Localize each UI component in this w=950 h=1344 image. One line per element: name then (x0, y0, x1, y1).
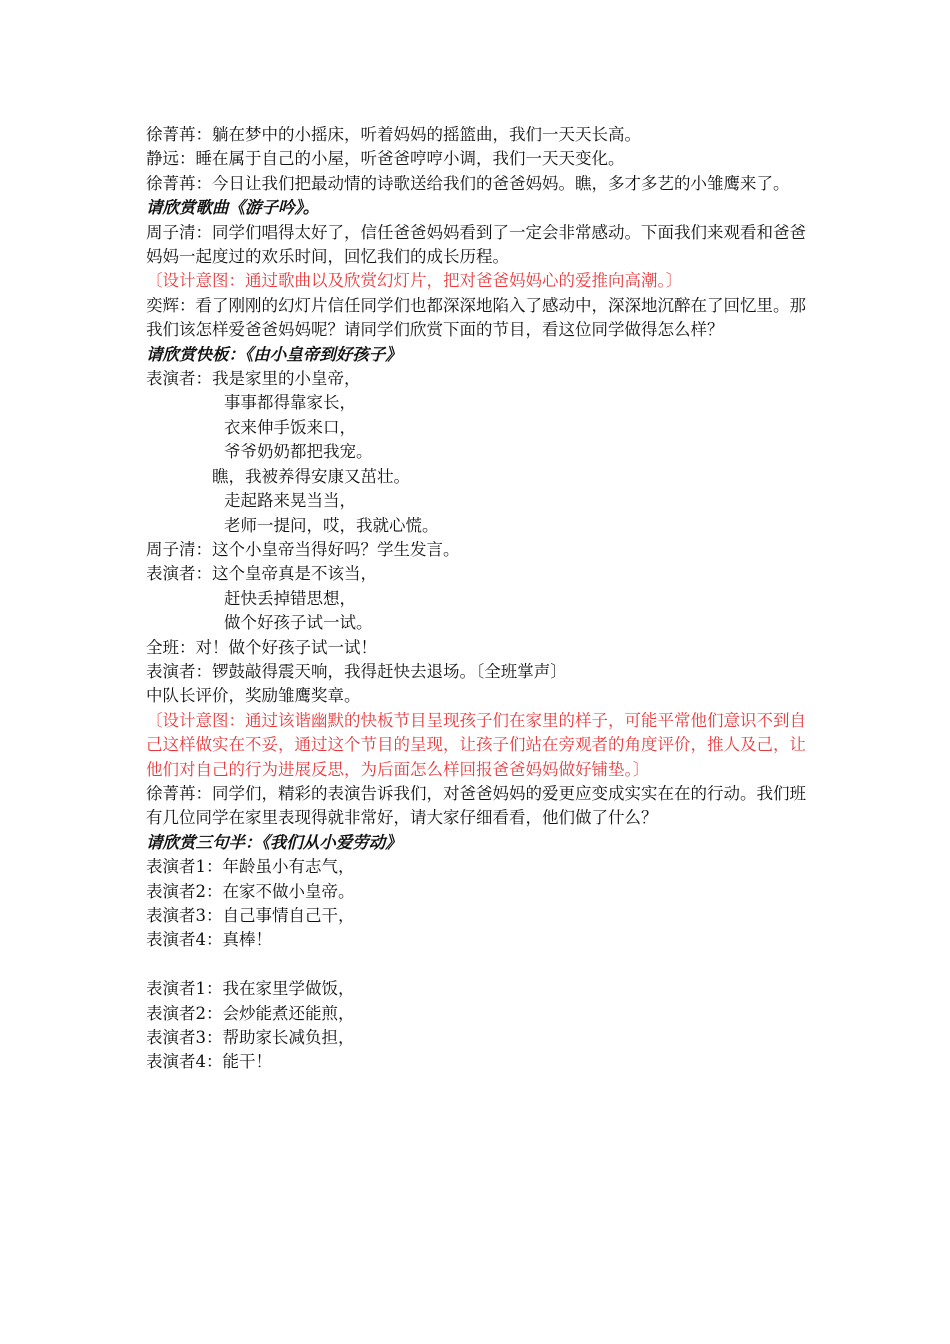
design-intent-note: 〔设计意图：通过歌曲以及欣赏幻灯片，把对爸爸妈妈心的爱推向高潮。〕 (146, 271, 683, 291)
dialogue-line: 静远：睡在属于自己的小屋，听爸爸哼哼小调，我们一天天变化。 (146, 149, 625, 169)
program-title: 请欣赏歌曲《游子吟》。 (146, 198, 320, 218)
design-intent-note: 〔设计意图：通过该谐幽默的快板节目呈现孩子们在家里的样子，可能平常他们意识不到自己这样做实在不妥，通过这个节目的呈现，让孩子们站在旁观者的角度评价，推人及己，让他们对自己的行为进展反思，为后面怎么样回报爸爸妈妈做好铺垫。〕 (146, 710, 806, 779)
dialogue-line: 周子清：同学们唱得太好了，信任爸爸妈妈看到了一定会非常感动。下面我们来观看和爸爸妈妈一起度过的欢乐时间，回忆我们的成长历程。 (146, 222, 806, 267)
dialogue-line: 奕辉：看了刚刚的幻灯片信任同学们也都深深地陷入了感动中，深深地沉醉在了回忆里。那我们该怎样爱爸爸妈妈呢？请同学们欣赏下面的节目，看这位同学做得怎么样？ (146, 295, 806, 340)
script-body (146, 123, 808, 1075)
verse-line: 衣来伸手饭来口， (224, 417, 356, 437)
verse-line: 走起路来晃当当， (224, 491, 356, 511)
dialogue-line: 周子清：这个小皇帝当得好吗？学生发言。 (146, 539, 460, 559)
verse-line: 老师一提问，哎，我就心慌。 (224, 515, 439, 535)
verse-line: 表演者2：在家不做小皇帝。 (146, 881, 355, 901)
verse-line: 表演者1：年龄虽小有志气， (146, 857, 355, 877)
verse-line: 表演者3：帮助家长减负担， (146, 1028, 355, 1048)
verse-line: 表演者：这个皇帝真是不该当， (146, 564, 377, 584)
dialogue-line: 中队长评价，奖励雏鹰奖章。 (146, 686, 361, 706)
dialogue-line: 徐菁苒：躺在梦中的小摇床，听着妈妈的摇篮曲，我们一天天长高。 (146, 125, 641, 144)
verse-line: 表演者1：我在家里学做饭， (146, 979, 355, 999)
verse-line: 表演者：我是家里的小皇帝， (146, 369, 361, 389)
verse-line: 瞧，我被养得安康又茁壮。 (212, 466, 410, 486)
verse-line: 表演者4：能干！ (146, 1052, 272, 1072)
program-title: 请欣赏快板：《由小皇帝到好孩子》 (146, 344, 402, 364)
verse-line: 赶快丢掉错思想， (224, 588, 356, 608)
verse-line: 表演者4：真棒！ (146, 930, 272, 950)
blank-line (146, 953, 808, 977)
dialogue-line: 表演者：锣鼓敲得震天响，我得赶快去退场。〔全班掌声〕 (146, 661, 567, 681)
verse-line: 表演者3：自己事情自己干， (146, 906, 355, 925)
dialogue-line: 徐菁苒：同学们，精彩的表演告诉我们，对爸爸妈妈的爱更应变成实实在在的行动。我们班有几位同学在家里表现得就非常好，请大家仔细看看，他们做了什么？ (146, 783, 806, 828)
verse-line: 爷爷奶奶都把我宠。 (224, 442, 373, 462)
program-title: 请欣赏三句半：《我们从小爱劳动》 (146, 832, 402, 852)
dialogue-line: 全班：对！做个好孩子试一试！ (146, 637, 377, 657)
verse-line: 表演者2：会炒能煮还能煎， (146, 1003, 355, 1023)
dialogue-line: 徐菁苒：今日让我们把最动情的诗歌送给我们的爸爸妈妈。瞧，多才多艺的小雏鹰来了。 (146, 173, 790, 193)
verse-line: 事事都得靠家长， (224, 393, 356, 413)
verse-line: 做个好孩子试一试。 (224, 613, 373, 633)
